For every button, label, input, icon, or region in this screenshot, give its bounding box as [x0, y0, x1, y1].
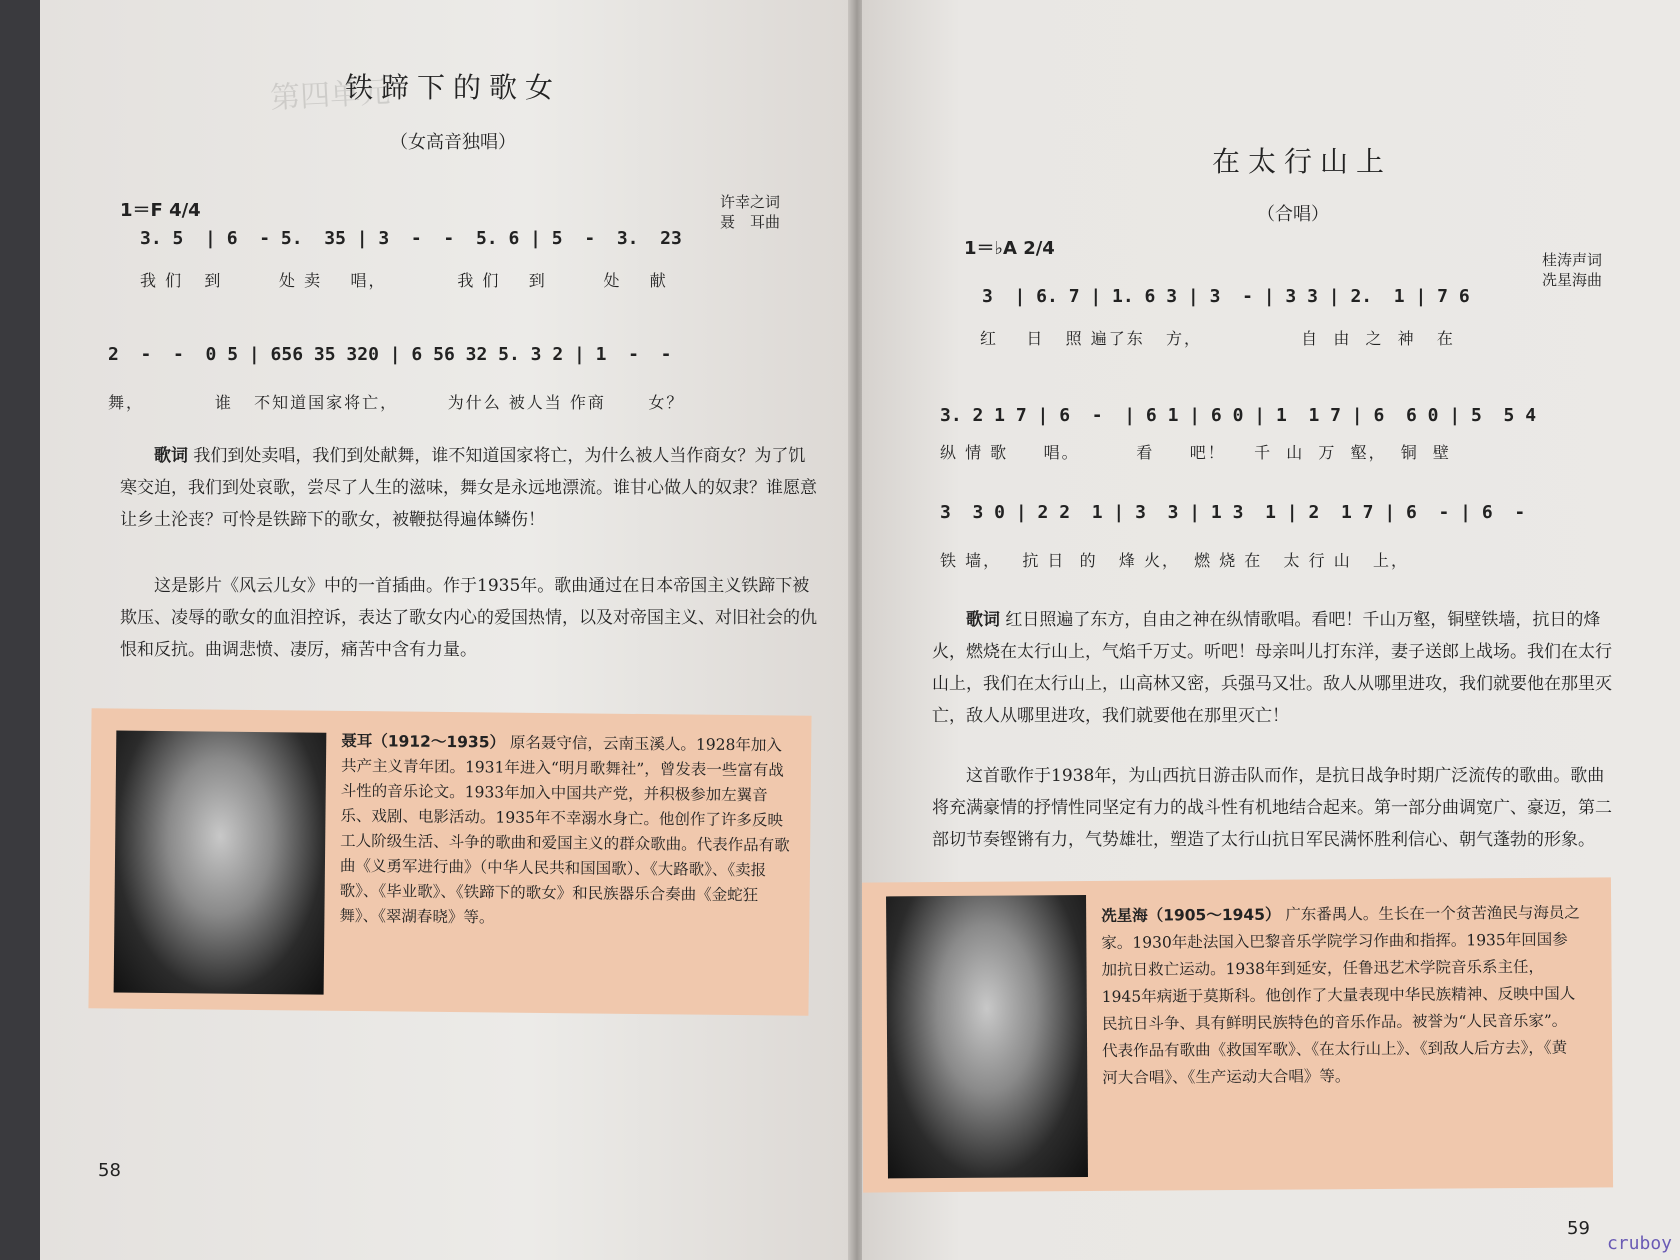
score-row-3-lyrics: 铁 墙， 抗 日 的 烽 火， 燃 烧 在 太 行 山 上， [940, 551, 1409, 570]
lyricist-credit: 许幸之词 [719, 193, 780, 211]
page-number: 58 [98, 1160, 121, 1181]
key-signature: 1＝♭A 2/4 [964, 238, 1055, 259]
right-page [862, 0, 1680, 1260]
lyricist-credit: 桂涛声词 [1541, 251, 1602, 269]
lyrics-text: 我们到处卖唱，我们到处献舞，谁不知道国家将亡，为什么被人当作商女？为了饥寒交迫，我们到处哀歌，尝尽了人生的滋味，舞女是永远地漂流。谁甘心做人的奴隶？谁愿意让乡土沦丧？可怜是铁蹄下的歌女，被鞭挞得遍体鳞伤！ [120, 446, 817, 530]
composer-bio-card [862, 877, 1613, 1192]
page-number: 59 [1567, 1218, 1590, 1239]
score-row-1-notes: 3. 5 | 6 - 5. 35 | 3 - - 5. 6 | 5 - 3. 23 [140, 228, 682, 249]
lyrics-paragraph [120, 440, 820, 536]
bio-name: 聂耳（1912～1935） [341, 731, 506, 752]
bio-name: 冼星海（1905～1945） [1101, 905, 1281, 925]
score-row-1-lyrics: 我 们 到 处 卖 唱， 我 们 到 处 献 [140, 271, 668, 290]
song-description: 这是影片《风云儿女》中的一首插曲。作于1935年。歌曲通过在日本帝国主义铁蹄下被欺压、凌辱的歌女的血泪控诉，表达了歌女内心的爱国热情，以及对帝国主义、对旧社会的仇恨和反抗。曲调悲愤、凄厉，痛苦中含有力量。 [120, 576, 817, 660]
composer-bio-card [88, 708, 811, 1016]
lyrics-text: 红日照遍了东方，自由之神在纵情歌唱。看吧！千山万壑，铜壁铁墙，抗日的烽火，燃烧在太行山上，气焰千万丈。听吧！母亲叫儿打东洋，妻子送郎上战场。我们在太行山上，我们在太行山上，山高林又密，兵强马又壮。敌人从哪里进攻，我们就要他在那里灭亡，敌人从哪里进攻，我们就要他在那里灭亡！ [932, 610, 1612, 726]
song-description: 这首歌作于1938年，为山西抗日游击队而作，是抗日战争时期广泛流传的歌曲。歌曲将充满豪情的抒情性同坚定有力的战斗性有机地结合起来。第一部分曲调宽广、豪迈，第二部切节奏铿锵有力，气势雄壮，塑造了太行山抗日军民满怀胜利信心、朝气蓬勃的形象。 [932, 766, 1612, 850]
score-row-3-notes: 3 3 0 | 2 2 1 | 3 3 | 1 3 1 | 2 1 7 | 6 - | 6 - [940, 502, 1526, 523]
bio-paragraph [339, 729, 791, 934]
score-row-2-notes: 3. 2 1 7 | 6 - | 6 1 | 6 0 | 1 1 7 | 6 6 0 | 5 5 4 [940, 405, 1537, 426]
lyrics-label: 歌词 [154, 446, 188, 466]
bio-paragraph [1101, 900, 1582, 1092]
score-row-1-notes: 3 | 6. 7 | 1. 6 3 | 3 - | 3 3 | 2. 1 | 7 6 [982, 286, 1470, 307]
song-subtitle: （女高音独唱） [390, 132, 516, 153]
composer-portrait [114, 730, 327, 994]
song-title: 在太行山上 [1212, 145, 1393, 178]
score-row-2-lyrics: 舞， 谁 不知道国家将亡， 为什么 被人当 作商 女？ [108, 393, 685, 412]
song-title: 铁蹄下的歌女 [345, 71, 562, 104]
song-credits [670, 192, 780, 232]
lyrics-paragraph [932, 604, 1612, 732]
composer-credit: 冼星海曲 [1541, 271, 1602, 289]
score-row-2-lyrics: 纵 情 歌 唱。 看 吧！ 千 山 万 壑， 铜 壁 [940, 443, 1451, 462]
song-credits [1502, 250, 1602, 290]
bio-text: 广东番禺人。生长在一个贫苦渔民与海员之家。1930年赴法国入巴黎音乐学院学习作曲和指挥。1935年回国参加抗日救亡运动。1938年到延安，任鲁迅艺术学院音乐系主任，1945年病逝于莫斯科。他创作了大量表现中华民族精神、反映中国人民抗日斗争、具有鲜明民族特色的音乐作品。被誉为“人民音乐家”。代表作品有歌曲《救国军歌》、《在太行山上》、《到敌人后方去》，《黄河大合唱》、《生产运动大合唱》等。 [1101, 903, 1580, 1087]
watermark: cruboy [1606, 1233, 1672, 1254]
composer-credit: 聂 耳曲 [719, 213, 780, 231]
composer-portrait [886, 895, 1088, 1178]
left-page [40, 0, 855, 1260]
score-row-2-notes: 2 - - 0 5 | 656 35 320 | 6 56 32 5. 3 2 | 1 - - [108, 344, 672, 365]
lyrics-label: 歌词 [966, 610, 1000, 630]
bio-text: 原名聂守信，云南玉溪人。1928年加入共产主义青年团。1931年进入“明月歌舞社”，曾发表一些富有战斗性的音乐论文。1933年加入中国共产党，并积极参加左翼音乐、戏剧、电影活动。1935年不幸溺水身亡。他创作了许多反映工人阶级生活、斗争的歌曲和爱国主义的群众歌曲。代表作品有歌曲《义勇军进行曲》（中华人民共和国国歌）、《大路歌》、《卖报歌》、《毕业歌》、《铁蹄下的歌女》和民族器乐合奏曲《金蛇狂舞》、《翠湖春晓》等。 [339, 733, 790, 927]
key-signature: 1＝F 4/4 [120, 200, 201, 221]
score-row-1-lyrics: 红 日 照 遍了东 方， 自 由 之 神 在 [980, 329, 1455, 348]
song-subtitle: （合唱） [1257, 204, 1329, 225]
bleed-through-text: 第四单元 [269, 74, 392, 117]
